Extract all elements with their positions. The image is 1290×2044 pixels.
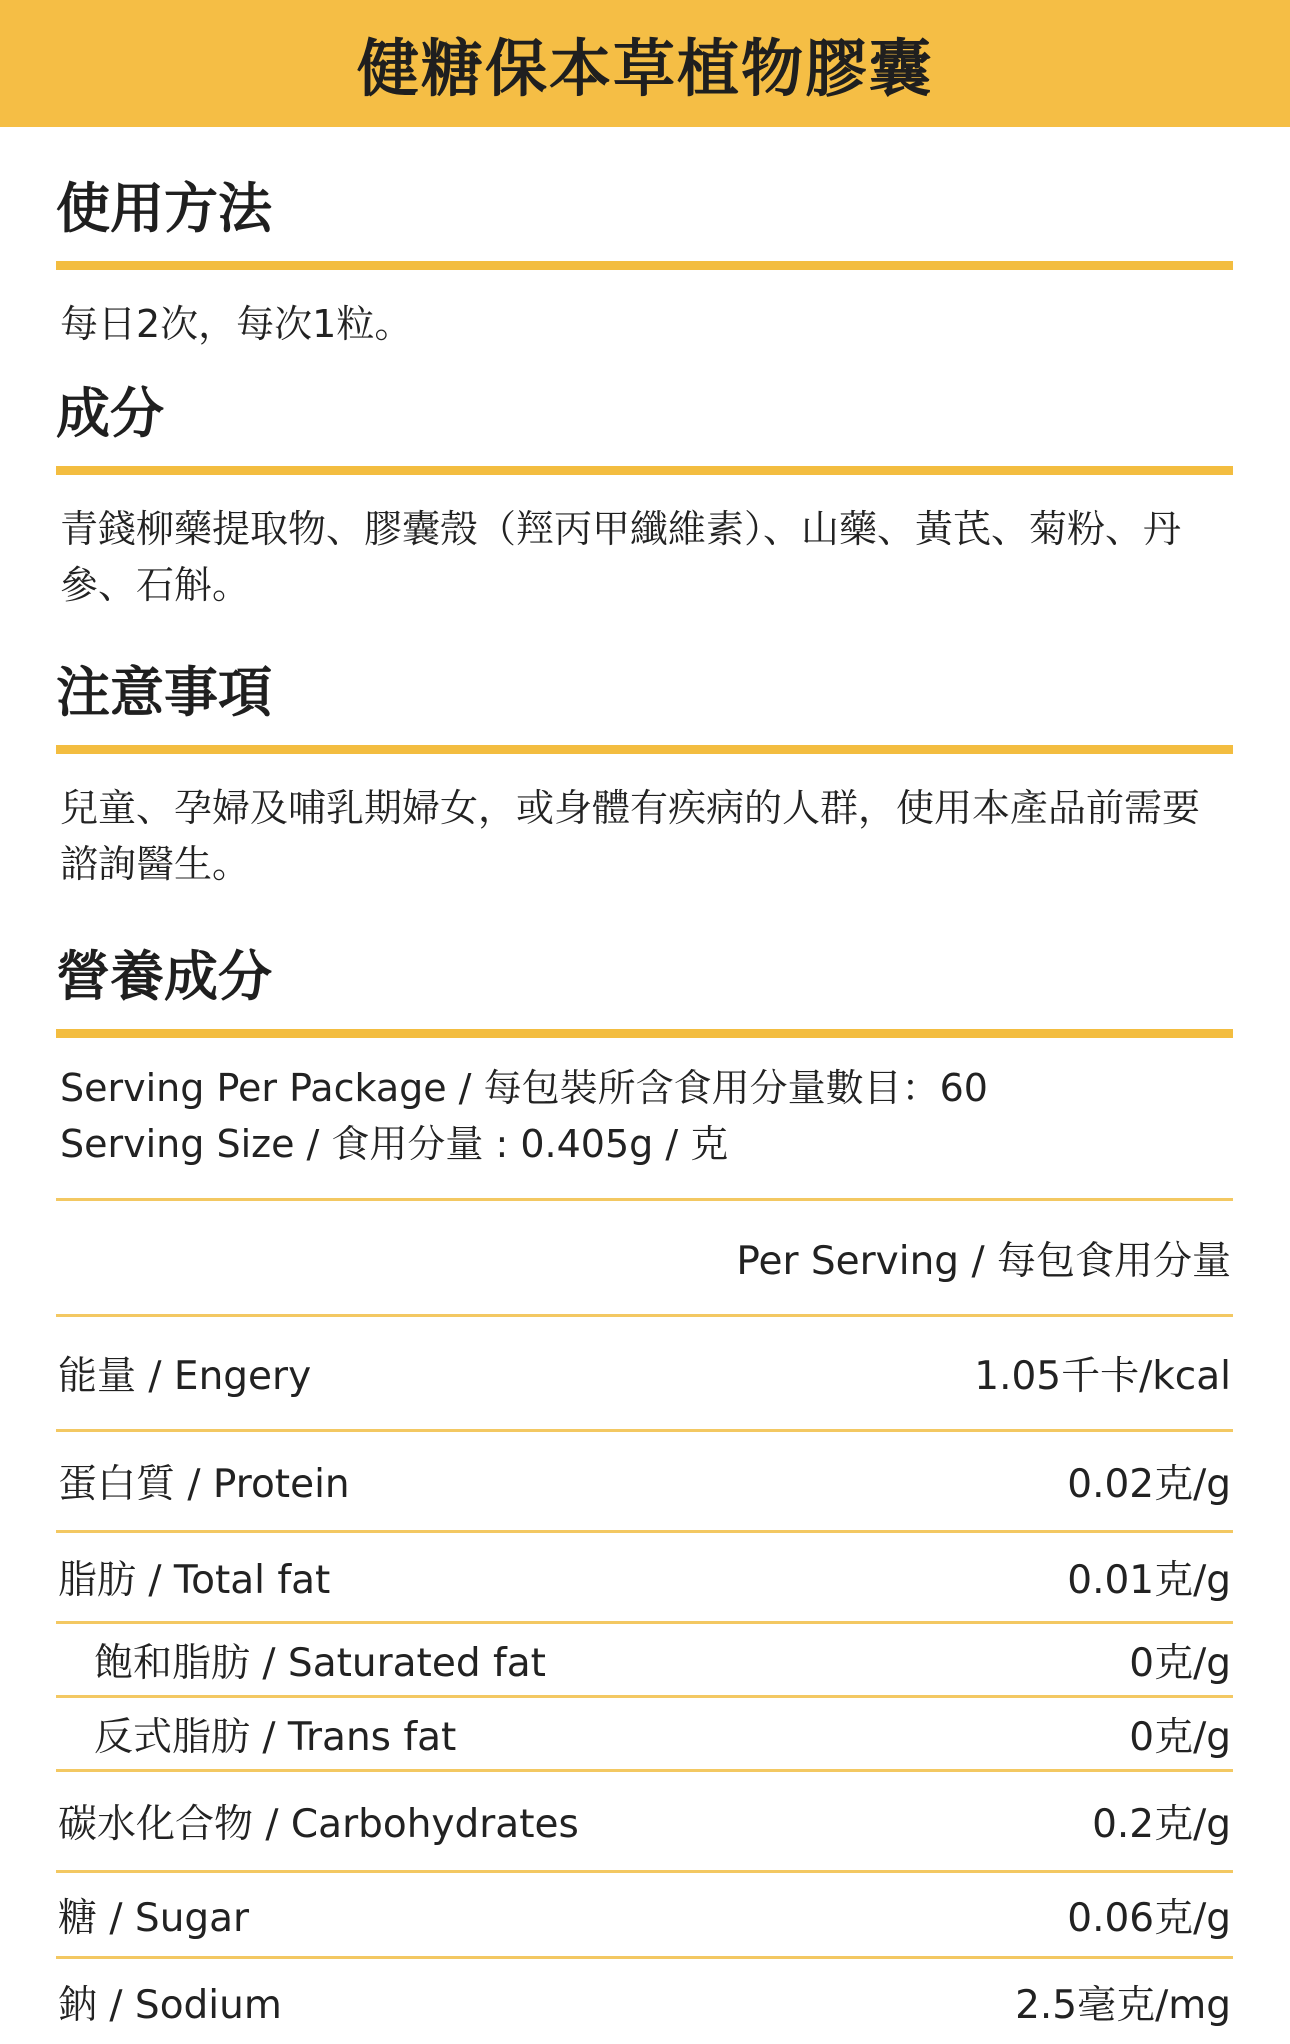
nutrient-value: 0.2克/g — [1092, 1802, 1231, 1847]
product-info — [56, 127, 1233, 2044]
nutrition-row — [56, 1432, 1233, 1530]
per-serving-header-row — [56, 1201, 1233, 1314]
nutrition-row — [56, 1698, 1233, 1769]
nutrient-label: 鈉 / Sodium — [58, 1982, 282, 2028]
usage-divider — [56, 261, 1233, 270]
serving-size: Serving Size / 食用分量 : 0.405g / 克 — [60, 1122, 729, 1166]
nutrient-value: 0克/g — [1129, 1714, 1231, 1760]
nutrition-row — [56, 1624, 1233, 1695]
nutrient-value: 2.5毫克/mg — [1015, 1982, 1231, 2028]
nutrition-divider — [56, 1029, 1233, 1038]
nutrition-row — [56, 1533, 1233, 1621]
cautions-divider — [56, 745, 1233, 754]
nutrition-heading: 營養成分 — [56, 945, 272, 1008]
product-title: 健糖保本草植物膠囊 — [356, 32, 933, 105]
ingredients-divider — [56, 466, 1233, 475]
usage-text: 每日2次，每次1粒。 — [60, 302, 413, 346]
nutrient-value: 0克/g — [1129, 1640, 1231, 1686]
nutrition-row — [56, 1873, 1233, 1956]
nutrient-label: 反式脂肪 / Trans fat — [94, 1714, 457, 1760]
nutrient-label: 脂肪 / Total fat — [58, 1558, 331, 1603]
usage-heading: 使用方法 — [56, 177, 272, 240]
nutrition-row — [56, 1772, 1233, 1870]
nutrient-label: 碳水化合物 / Carbohydrates — [58, 1802, 579, 1847]
nutrient-label: 糖 / Sugar — [58, 1895, 250, 1941]
nutrition-row — [56, 1317, 1233, 1429]
nutrient-label: 能量 / Engery — [58, 1354, 312, 1399]
nutrition-row — [56, 1959, 1233, 2044]
servings-per-package: Serving Per Package / 每包裝所含食用分量數目：60 — [60, 1066, 988, 1110]
cautions-text: 兒童、孕婦及哺乳期婦女，或身體有疾病的人群，使用本產品前需要諮詢醫生。 — [60, 786, 1201, 886]
cautions-heading: 注意事項 — [56, 661, 272, 724]
nutrient-value: 1.05千卡/kcal — [974, 1354, 1231, 1399]
ingredients-heading: 成分 — [56, 382, 164, 445]
nutrient-value: 0.01克/g — [1067, 1558, 1231, 1603]
nutrient-label: 蛋白質 / Protein — [58, 1462, 350, 1507]
nutrient-label: 飽和脂肪 / Saturated fat — [94, 1640, 546, 1686]
nutrient-value: 0.06克/g — [1067, 1895, 1231, 1941]
nutrient-value: 0.02克/g — [1067, 1462, 1231, 1507]
title-banner — [0, 0, 1290, 127]
ingredients-text: 青錢柳藥提取物、膠囊殼（羥丙甲纖維素）、山藥、黃芪、菊粉、丹參、石斛。 — [60, 507, 1182, 607]
per-serving-header: Per Serving / 每包食用分量 — [736, 1238, 1231, 1284]
